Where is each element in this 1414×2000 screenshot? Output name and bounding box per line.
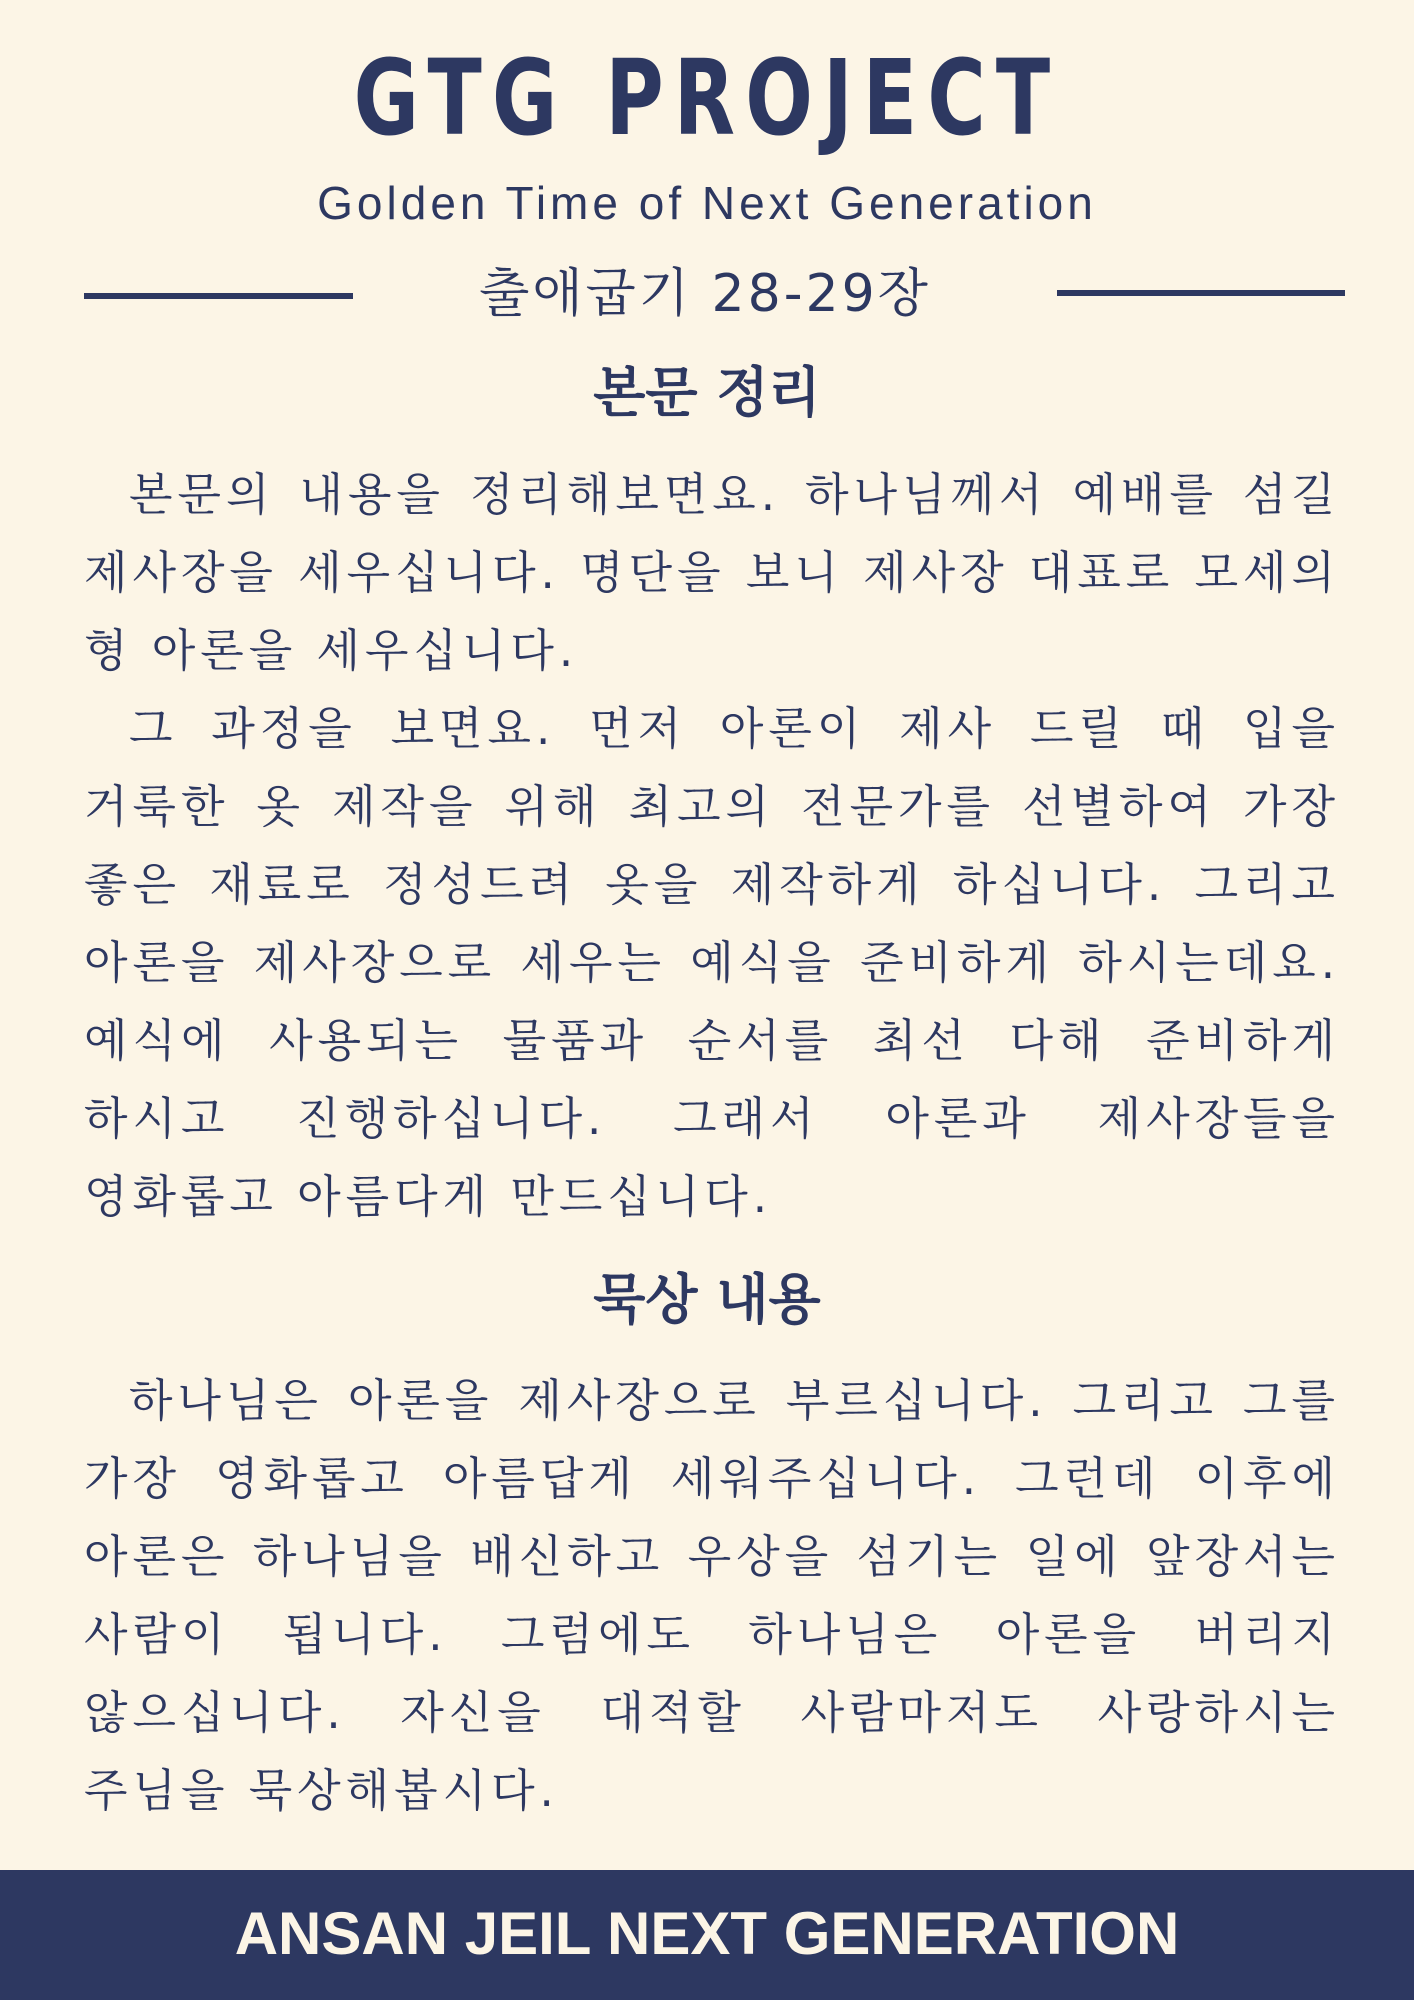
footer-banner xyxy=(0,1870,1414,2000)
chapter-reference: 출애굽기 28-29장 xyxy=(479,264,931,324)
page-title: GTG PROJECT xyxy=(353,37,1061,159)
divider-left xyxy=(84,293,353,299)
page-subtitle: Golden Time of Next Generation xyxy=(317,177,1097,229)
meditation-body xyxy=(84,1362,1340,1830)
section-heading-meditation: 묵상 내용 xyxy=(593,1268,821,1331)
summary-body xyxy=(84,456,1340,1236)
section-heading-summary: 본문 정리 xyxy=(593,361,821,424)
divider-right xyxy=(1057,290,1345,296)
meditation-paragraph: 하나님은 아론을 제사장으로 부르십니다. 그리고 그를 가장 영화롭고 아름답게 세워주십니다. 그런데 이후에 아론은 하나님을 배신하고 우상을 섬기는 일에 앞장서는 사람이 됩니다. 그럼에도 하나님은 아론을 버리지 않으십니다. 자신을 대적할 사람마저도 사랑하시는 주님을 묵상해봅시다. xyxy=(84,1374,1340,1817)
footer-text: ANSAN JEIL NEXT GENERATION xyxy=(234,1900,1180,1967)
summary-paragraph: 본문의 내용을 정리해보면요. 하나님께서 예배를 섬길 제사장을 세우십니다. 명단을 보니 제사장 대표로 모세의 형 아론을 세우십니다. xyxy=(84,468,1340,677)
summary-paragraph: 그 과정을 보면요. 먼저 아론이 제사 드릴 때 입을 거룩한 옷 제작을 위해 최고의 전문가를 선별하여 가장 좋은 재료로 정성드려 옷을 제작하게 하십니다. 그리고 아론을 제사장으로 세우는 예식을 준비하게 하시는데요. 예식에 사용되는 물품과 순서를 최선 다해 준비하게 하시고 진행하십니다. 그래서 아론과 제사장들을 영화롭고 아름다게 만드십니다. xyxy=(84,702,1340,1223)
